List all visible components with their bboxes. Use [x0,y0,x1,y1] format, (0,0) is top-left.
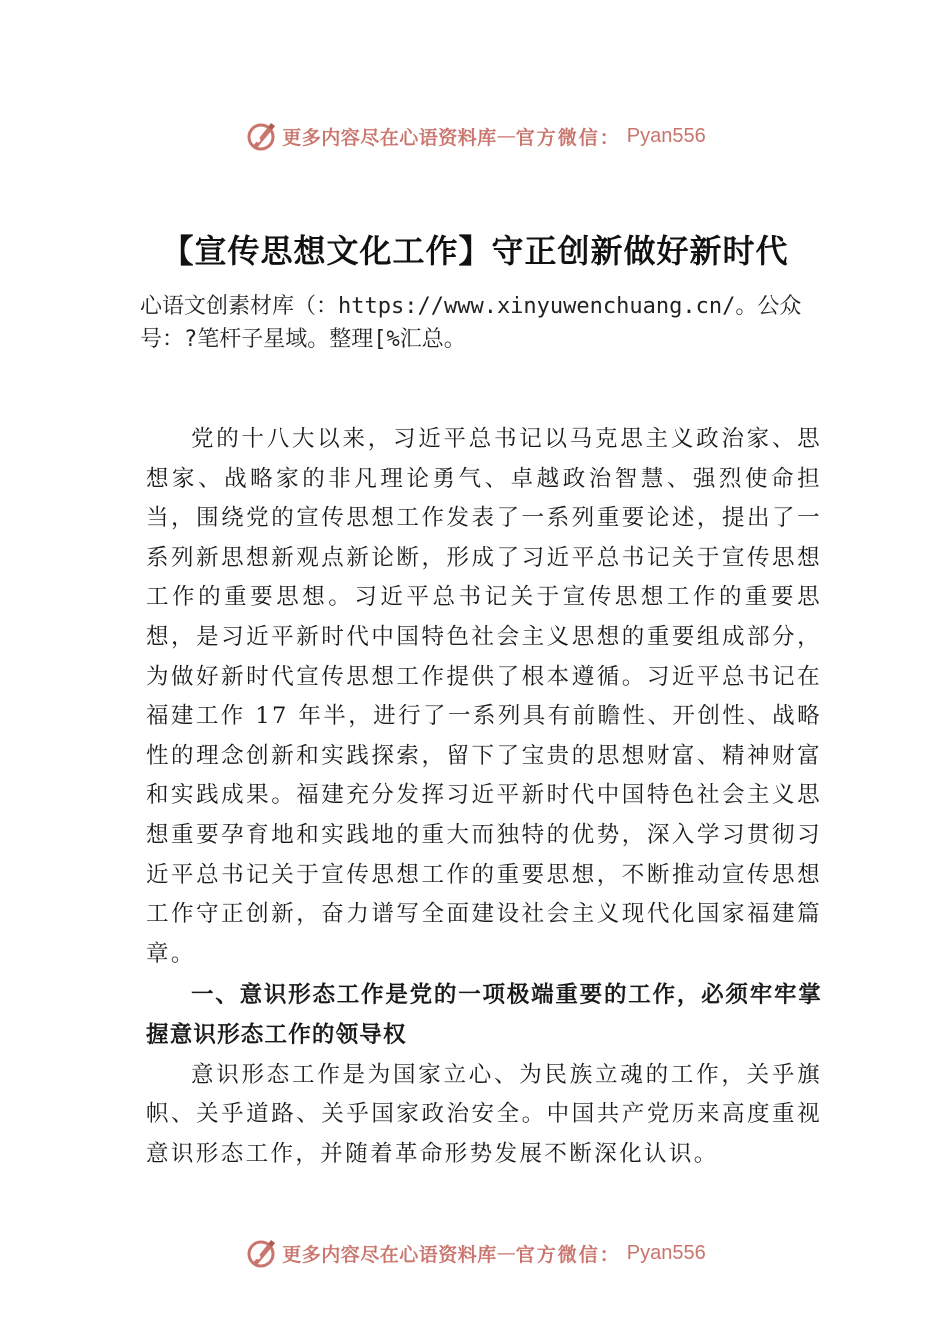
header-banner [0,116,950,156]
document-title: 【宣传思想文化工作】守正创新做好新时代 [161,232,789,270]
source-line: 心语文创素材库（：https://www.xinyuwenchuang.cn/。公众号：?笔杆子星域。整理[%汇总。 [140,294,802,352]
pen-circle-logo-icon [244,119,278,153]
banner-wechat-id: Pyan556 [626,1241,706,1264]
footer-banner [0,1233,950,1273]
body-paragraph: 党的十八大以来，习近平总书记以马克思主义政治家、思想家、战略家的非凡理论勇气、卓越政治智慧、强烈使命担当，围绕党的宣传思想工作发表了一系列重要论述，提出了一系列新思想新观点新论断，形成了习近平总书记关于宣传思想工作的重要思想。习近平总书记关于宣传思想工作的重要思想，是习近平新时代中国特色社会主义思想的重要组成部分，为做好新时代宣传思想工作提供了根本遵循。习近平总书记在福建工作 17 年半，进行了一系列具有前瞻性、开创性、战略性的理念创新和实践探索，留下了宝贵的思想财富、精神财富和实践成果。福建充分发挥习近平新时代中国特色社会主义思想重要孕育地和实践地的重大而独特的优势，深入学习贯彻习近平总书记关于宣传思想工作的重要思想，不断推动宣传思想工作守正创新，奋力谱写全面建设社会主义现代化国家福建篇章。 [146,426,822,967]
banner-wechat-label: 官方微信： [515,126,621,149]
banner-site-name: 更多内容尽在心语资料库 [282,126,497,149]
section-paragraph: 意识形态工作是为国家立心、为民族立魂的工作，关乎旗帜、关乎道路、关乎国家政治安全。中国共产党历来高度重视意识形态工作，并随着革命形势发展不断深化认识。 [146,1061,822,1167]
banner-separator: — [496,125,516,147]
banner-wechat-label: 官方微信： [515,1243,621,1266]
document-body [146,420,822,1174]
banner-separator: — [496,1242,516,1264]
banner-site-name: 更多内容尽在心语资料库 [282,1243,497,1266]
pen-circle-logo-icon [244,1236,278,1270]
banner-wechat-id: Pyan556 [626,124,706,147]
section-heading: 一、意识形态工作是党的一项极端重要的工作，必须牢牢掌握意识形态工作的领导权 [146,982,822,1048]
